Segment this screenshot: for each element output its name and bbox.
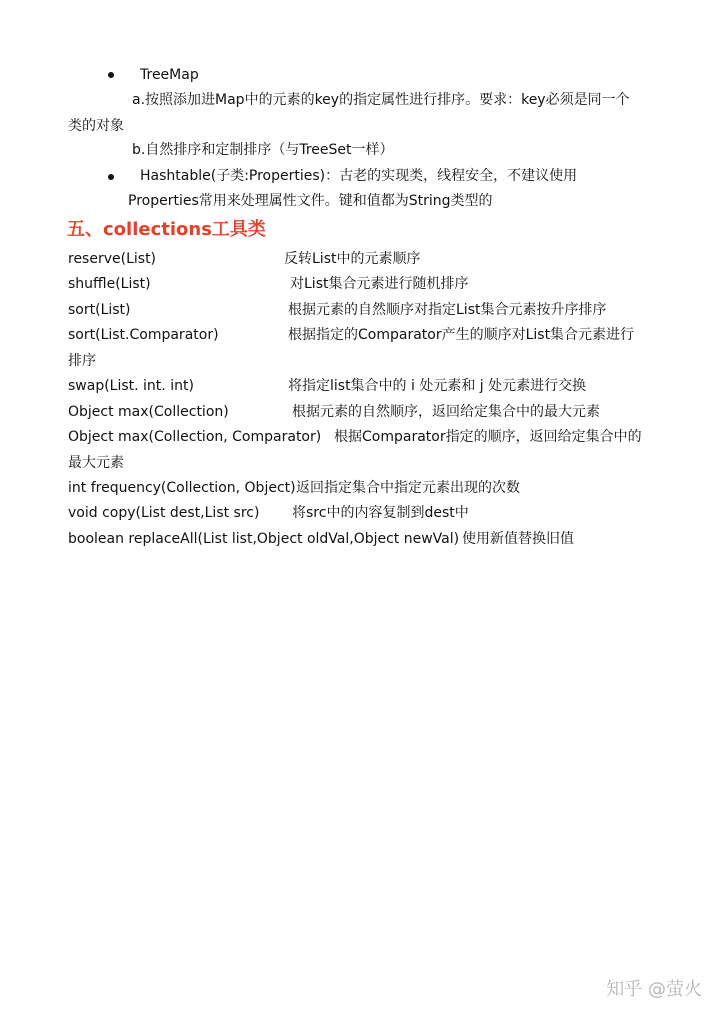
treemap-item-a: a.按照添加进Map中的元素的key的指定属性进行排序。要求：key必须是同一个 <box>132 92 630 108</box>
method-row <box>0 403 720 423</box>
method-signature: void copy(List dest,List src) <box>68 505 260 521</box>
method-description-cont: 最大元素 <box>68 455 124 471</box>
method-row <box>0 377 720 397</box>
method-row <box>0 530 720 550</box>
method-description: 使用新值替换旧值 <box>462 531 574 547</box>
method-row <box>0 326 720 346</box>
treemap-item-b: b.自然排序和定制排序（与TreeSet一样） <box>132 142 394 158</box>
watermark: 知乎 @萤火 <box>606 979 702 1000</box>
method-description: 返回指定集合中指定元素出现的次数 <box>296 480 520 496</box>
method-row <box>0 250 720 270</box>
section-heading: 五、collections工具类 <box>67 219 266 240</box>
method-signature: int frequency(Collection, Object) <box>68 480 296 496</box>
treemap-title: TreeMap <box>140 67 199 83</box>
method-signature: sort(List.Comparator) <box>68 327 219 343</box>
method-row <box>0 301 720 321</box>
method-signature: sort(List) <box>68 302 131 318</box>
method-description: 根据元素的自然顺序，返回给定集合中的最大元素 <box>292 404 600 420</box>
method-description: 对List集合元素进行随机排序 <box>290 276 469 292</box>
method-row <box>0 479 720 499</box>
hashtable-line: Hashtable(子类:Properties)：古老的实现类，线程安全，不建议使用 <box>140 168 578 184</box>
treemap-item-a-cont: 类的对象 <box>68 118 124 134</box>
method-signature: shuffle(List) <box>68 276 151 292</box>
method-description: 根据元素的自然顺序对指定List集合元素按升序排序 <box>288 302 607 318</box>
method-description: 根据Comparator指定的顺序，返回给定集合中的 <box>334 429 642 445</box>
method-signature: swap(List. int. int) <box>68 378 194 394</box>
method-row-cont <box>0 454 720 474</box>
method-description: 将指定list集合中的 i 处元素和 j 处元素进行交换 <box>288 378 587 394</box>
method-description: 反转List中的元素顺序 <box>284 251 421 267</box>
method-description: 根据指定的Comparator产生的顺序对List集合元素进行 <box>288 327 635 343</box>
method-signature: Object max(Collection, Comparator) <box>68 429 322 445</box>
properties-line: Properties常用来处理属性文件。键和值都为String类型的 <box>128 193 493 209</box>
method-description-cont: 排序 <box>68 353 96 369</box>
method-description: 将src中的内容复制到dest中 <box>292 505 469 521</box>
method-row-cont <box>0 352 720 372</box>
method-row <box>0 275 720 295</box>
bullet-icon <box>108 174 114 180</box>
method-signature: reserve(List) <box>68 251 157 267</box>
method-row <box>0 504 720 524</box>
bullet-icon <box>108 72 114 78</box>
method-row <box>0 428 720 448</box>
method-signature: boolean replaceAll(List list,Object oldVal,Object newVal) <box>68 531 460 547</box>
method-signature: Object max(Collection) <box>68 404 229 420</box>
